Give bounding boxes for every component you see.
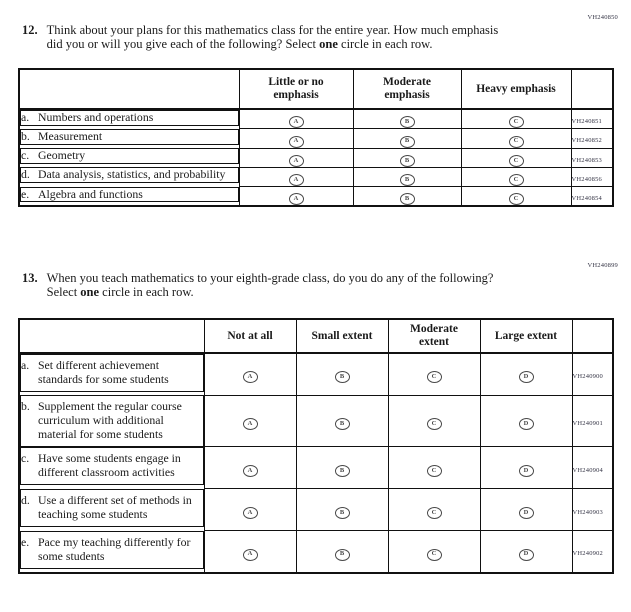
- table-row: [19, 353, 613, 395]
- item-code-cell: [572, 531, 613, 573]
- option-circle-C[interactable]: C: [427, 549, 442, 561]
- option-cell: [388, 395, 480, 447]
- row-item-text: Geometry: [38, 148, 86, 162]
- row-item-text: Pace my teaching differently for some students: [38, 534, 191, 563]
- row-letter: d.: [21, 167, 30, 182]
- option-cell: [461, 129, 571, 148]
- column-header-large: Large extent: [480, 319, 572, 353]
- option-cell: [480, 489, 572, 531]
- question-12-block: [22, 14, 620, 52]
- item-code: VH240852: [571, 137, 602, 145]
- row-item-cell: [20, 489, 204, 527]
- option-cell: [296, 447, 388, 489]
- table-row: [19, 187, 613, 207]
- row-letter: e.: [21, 534, 30, 549]
- option-cell: [204, 531, 296, 573]
- option-circle-B[interactable]: B: [400, 155, 415, 167]
- option-cell: [296, 353, 388, 395]
- option-circle-B[interactable]: B: [335, 549, 350, 561]
- option-cell: [461, 148, 571, 167]
- option-cell: [204, 447, 296, 489]
- item-code-cell: [572, 489, 613, 531]
- option-circle-D[interactable]: D: [519, 465, 534, 477]
- item-code-cell: [571, 167, 613, 186]
- row-letter: d.: [21, 492, 30, 507]
- row-item-text: Data analysis, statistics, and probability: [38, 167, 226, 182]
- option-circle-A[interactable]: A: [289, 155, 304, 167]
- emphasis-table: [18, 68, 614, 207]
- option-circle-C[interactable]: C: [509, 174, 524, 186]
- prompt-text: Think about your plans for this mathematics class for the entire year. How much emphasis did you or will you give each of the following? Select: [46, 23, 499, 52]
- question-code: VH240899: [587, 262, 618, 269]
- item-code-cell: [571, 109, 613, 129]
- option-circle-A[interactable]: A: [243, 549, 258, 561]
- table-row: [19, 148, 613, 167]
- option-circle-C[interactable]: C: [427, 371, 442, 383]
- item-code: VH240901: [572, 419, 603, 427]
- option-circle-C[interactable]: C: [427, 507, 442, 519]
- column-header-moderate: Moderate extent: [388, 319, 480, 353]
- item-code: VH240900: [572, 373, 603, 381]
- item-code-cell: [571, 148, 613, 167]
- option-circle-A[interactable]: A: [289, 116, 304, 128]
- table-row: [19, 109, 613, 129]
- row-letter: c.: [21, 148, 30, 162]
- item-code: VH240903: [572, 508, 603, 516]
- option-circle-D[interactable]: D: [519, 507, 534, 519]
- header-code-cell: [571, 69, 613, 109]
- item-code-cell: [572, 353, 613, 395]
- option-circle-A[interactable]: A: [243, 418, 258, 430]
- option-cell: [204, 395, 296, 447]
- option-cell: [239, 187, 353, 207]
- item-code: VH240854: [571, 195, 602, 203]
- table-row: [19, 531, 613, 573]
- row-item-cell: [20, 167, 239, 183]
- option-cell: [461, 167, 571, 186]
- option-cell: [239, 129, 353, 148]
- option-cell: [388, 531, 480, 573]
- option-circle-D[interactable]: D: [519, 549, 534, 561]
- table-row: [19, 395, 613, 447]
- header-stub-cell: [19, 69, 239, 109]
- row-letter: b.: [21, 399, 30, 413]
- option-circle-C[interactable]: C: [509, 136, 524, 148]
- row-item-cell: [20, 148, 239, 164]
- row-letter: a.: [21, 110, 30, 124]
- table-row: [19, 489, 613, 531]
- header-code-cell: [572, 319, 613, 353]
- row-item-cell: [20, 395, 204, 447]
- option-circle-C[interactable]: C: [427, 418, 442, 430]
- table-row: [19, 447, 613, 489]
- question-13-table-wrap: [18, 318, 614, 574]
- row-item-cell: [20, 447, 204, 485]
- item-code-cell: [571, 129, 613, 148]
- option-circle-C[interactable]: C: [509, 116, 524, 128]
- extent-table: [18, 318, 614, 574]
- row-letter: e.: [21, 186, 30, 201]
- option-cell: [388, 447, 480, 489]
- option-cell: [296, 489, 388, 531]
- row-item-text: Set different achievement standards for some students: [38, 358, 169, 386]
- row-item-text: Numbers and operations: [38, 110, 154, 124]
- item-code: VH240902: [572, 550, 603, 558]
- option-circle-D[interactable]: D: [519, 418, 534, 430]
- option-circle-A[interactable]: A: [289, 136, 304, 148]
- option-circle-A[interactable]: A: [243, 371, 258, 383]
- option-circle-B[interactable]: B: [335, 371, 350, 383]
- question-12-prompt: [22, 23, 620, 52]
- option-circle-B[interactable]: B: [335, 465, 350, 477]
- table-row: [19, 129, 613, 148]
- option-cell: [353, 129, 461, 148]
- row-item-text: Have some students engage in different classroom activities: [38, 450, 181, 479]
- question-number: 12.: [22, 23, 38, 37]
- option-cell: [480, 353, 572, 395]
- row-letter: a.: [21, 358, 30, 372]
- option-circle-A[interactable]: A: [243, 465, 258, 477]
- item-code: VH240856: [571, 175, 602, 183]
- row-item-cell: [20, 354, 204, 392]
- option-circle-B[interactable]: B: [400, 116, 415, 128]
- question-code: VH240850: [587, 14, 618, 21]
- option-cell: [296, 395, 388, 447]
- header-stub-cell: [19, 319, 204, 353]
- row-item-text: Algebra and functions: [38, 186, 143, 201]
- row-item-cell: [20, 531, 204, 569]
- option-cell: [296, 531, 388, 573]
- option-circle-C[interactable]: C: [427, 465, 442, 477]
- prompt-text: circle in each row.: [99, 285, 194, 300]
- option-cell: [239, 109, 353, 129]
- option-cell: [204, 489, 296, 531]
- option-cell: [480, 531, 572, 573]
- question-text: [47, 23, 499, 52]
- table-header-row: [19, 69, 613, 109]
- option-circle-B[interactable]: B: [335, 507, 350, 519]
- option-cell: [353, 187, 461, 207]
- row-item-cell: [20, 187, 239, 203]
- option-circle-A[interactable]: A: [289, 193, 304, 205]
- column-header-heavy: Heavy emphasis: [461, 69, 571, 109]
- option-circle-C[interactable]: C: [509, 155, 524, 167]
- row-letter: b.: [21, 128, 30, 143]
- row-item-text: Measurement: [38, 128, 103, 143]
- prompt-text: circle in each row.: [337, 37, 433, 52]
- column-header-not-at-all: Not at all: [204, 319, 296, 353]
- option-circle-C[interactable]: C: [509, 193, 524, 205]
- option-cell: [353, 109, 461, 129]
- option-circle-B[interactable]: B: [335, 418, 350, 430]
- option-cell: [388, 489, 480, 531]
- question-13-prompt: [22, 271, 620, 300]
- item-code: VH240853: [571, 156, 602, 164]
- option-cell: [461, 109, 571, 129]
- item-code-cell: [572, 395, 613, 447]
- column-header-little-or-no: Little or no emphasis: [239, 69, 353, 109]
- option-cell: [239, 167, 353, 186]
- prompt-bold-word: one: [80, 285, 100, 300]
- row-letter: c.: [21, 450, 30, 465]
- option-circle-A[interactable]: A: [289, 174, 304, 186]
- option-circle-B[interactable]: B: [400, 193, 415, 205]
- column-header-small: Small extent: [296, 319, 388, 353]
- option-cell: [204, 353, 296, 395]
- table-row: [19, 167, 613, 186]
- item-code-cell: [571, 187, 613, 207]
- option-cell: [239, 148, 353, 167]
- column-header-moderate: Moderate emphasis: [353, 69, 461, 109]
- option-cell: [353, 167, 461, 186]
- row-item-cell: [20, 129, 239, 145]
- item-code-cell: [572, 447, 613, 489]
- option-cell: [480, 395, 572, 447]
- question-12-table-wrap: [18, 68, 614, 207]
- table-header-row: [19, 319, 613, 353]
- item-code: VH240851: [571, 118, 602, 126]
- prompt-text: When you teach mathematics to your eighth-grade class, do you do any of the following? Select: [46, 271, 494, 300]
- option-cell: [480, 447, 572, 489]
- option-cell: [461, 187, 571, 207]
- question-number: 13.: [22, 271, 38, 285]
- option-cell: [353, 148, 461, 167]
- row-item-cell: [20, 110, 239, 126]
- prompt-bold-word: one: [319, 37, 338, 52]
- option-circle-B[interactable]: B: [400, 136, 415, 148]
- row-item-text: Use a different set of methods in teaching some students: [38, 492, 192, 521]
- option-circle-A[interactable]: A: [243, 507, 258, 519]
- option-circle-B[interactable]: B: [400, 174, 415, 186]
- option-circle-D[interactable]: D: [519, 371, 534, 383]
- question-13-block: [22, 262, 620, 300]
- item-code: VH240904: [572, 466, 603, 474]
- row-item-text: Supplement the regular course curriculum with additional material for some students: [38, 399, 182, 441]
- option-cell: [388, 353, 480, 395]
- question-text: [47, 271, 499, 300]
